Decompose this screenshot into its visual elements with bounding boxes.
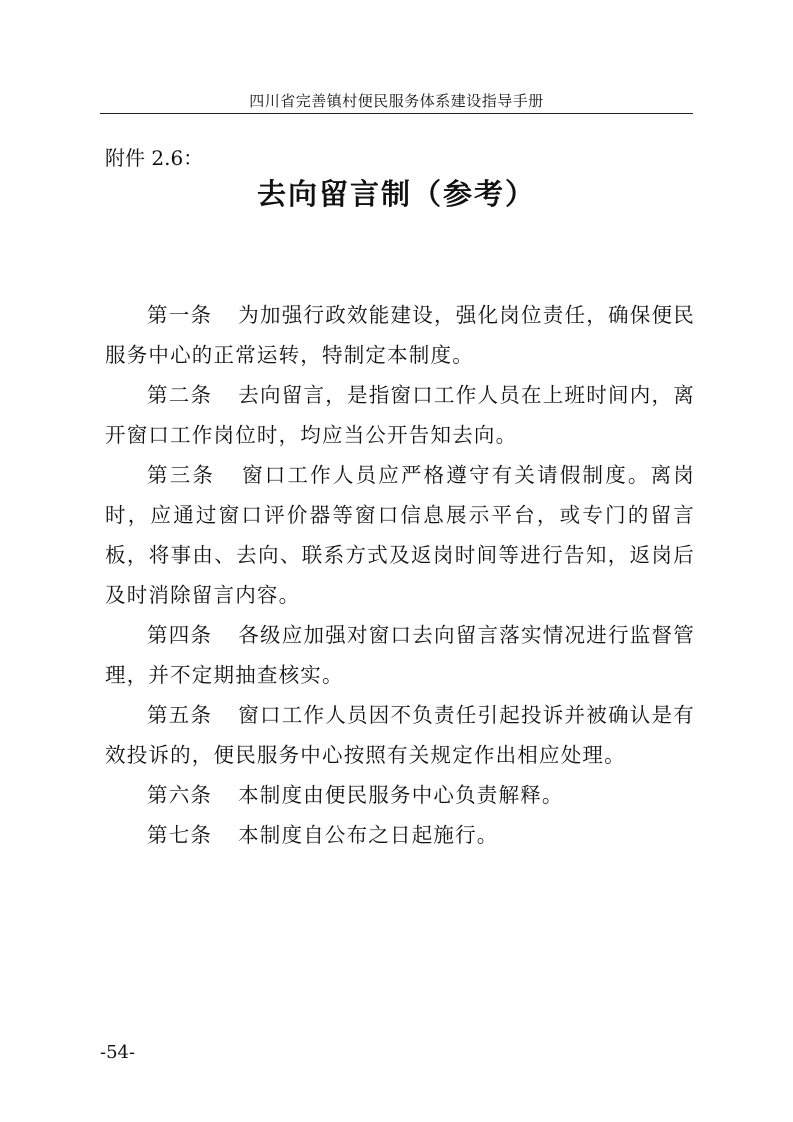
running-header: 四川省完善镇村便民服务体系建设指导手册 bbox=[249, 92, 544, 110]
article-number: 第六条 bbox=[147, 783, 213, 807]
article-text: 本制度自公布之日起施行。 bbox=[238, 823, 499, 847]
article-text: 本制度由便民服务中心负责解释。 bbox=[238, 783, 564, 807]
article-4 bbox=[105, 615, 695, 695]
article-number: 第三条 bbox=[147, 463, 216, 487]
article-7 bbox=[105, 815, 695, 855]
article-6 bbox=[105, 775, 695, 815]
article-text: 窗口工作人员应严格遵守有关请假制度。离岗时，应通过窗口评价器等窗口信息展示平台，或专门的留言板，将事由、去向、联系方式及返岗时间等进行告知，返岗后及时消除留言内容。 bbox=[105, 463, 695, 607]
article-number: 第七条 bbox=[147, 823, 213, 847]
header-rule bbox=[100, 113, 693, 114]
article-text: 各级应加强对窗口去向留言落实情况进行监督管理，并不定期抽查核实。 bbox=[105, 623, 695, 687]
article-2 bbox=[105, 375, 695, 455]
article-text: 去向留言，是指窗口工作人员在上班时间内，离开窗口工作岗位时，均应当公开告知去向。 bbox=[105, 383, 695, 447]
document-body bbox=[105, 295, 695, 855]
article-number: 第二条 bbox=[147, 383, 213, 407]
article-text: 窗口工作人员因不负责任引起投诉并被确认是有效投诉的，便民服务中心按照有关规定作出相应处理。 bbox=[105, 703, 695, 767]
article-3 bbox=[105, 455, 695, 615]
article-number: 第四条 bbox=[147, 623, 213, 647]
article-number: 第五条 bbox=[147, 703, 213, 727]
page-number: -54- bbox=[100, 1042, 136, 1063]
article-5 bbox=[105, 695, 695, 775]
article-text: 为加强行政效能建设，强化岗位责任，确保便民服务中心的正常运转，特制定本制度。 bbox=[105, 303, 695, 367]
article-1 bbox=[105, 295, 695, 375]
document-title: 去向留言制（参考） bbox=[256, 177, 536, 211]
article-number: 第一条 bbox=[147, 303, 213, 327]
attachment-label: 附件 2.6： bbox=[105, 146, 204, 170]
